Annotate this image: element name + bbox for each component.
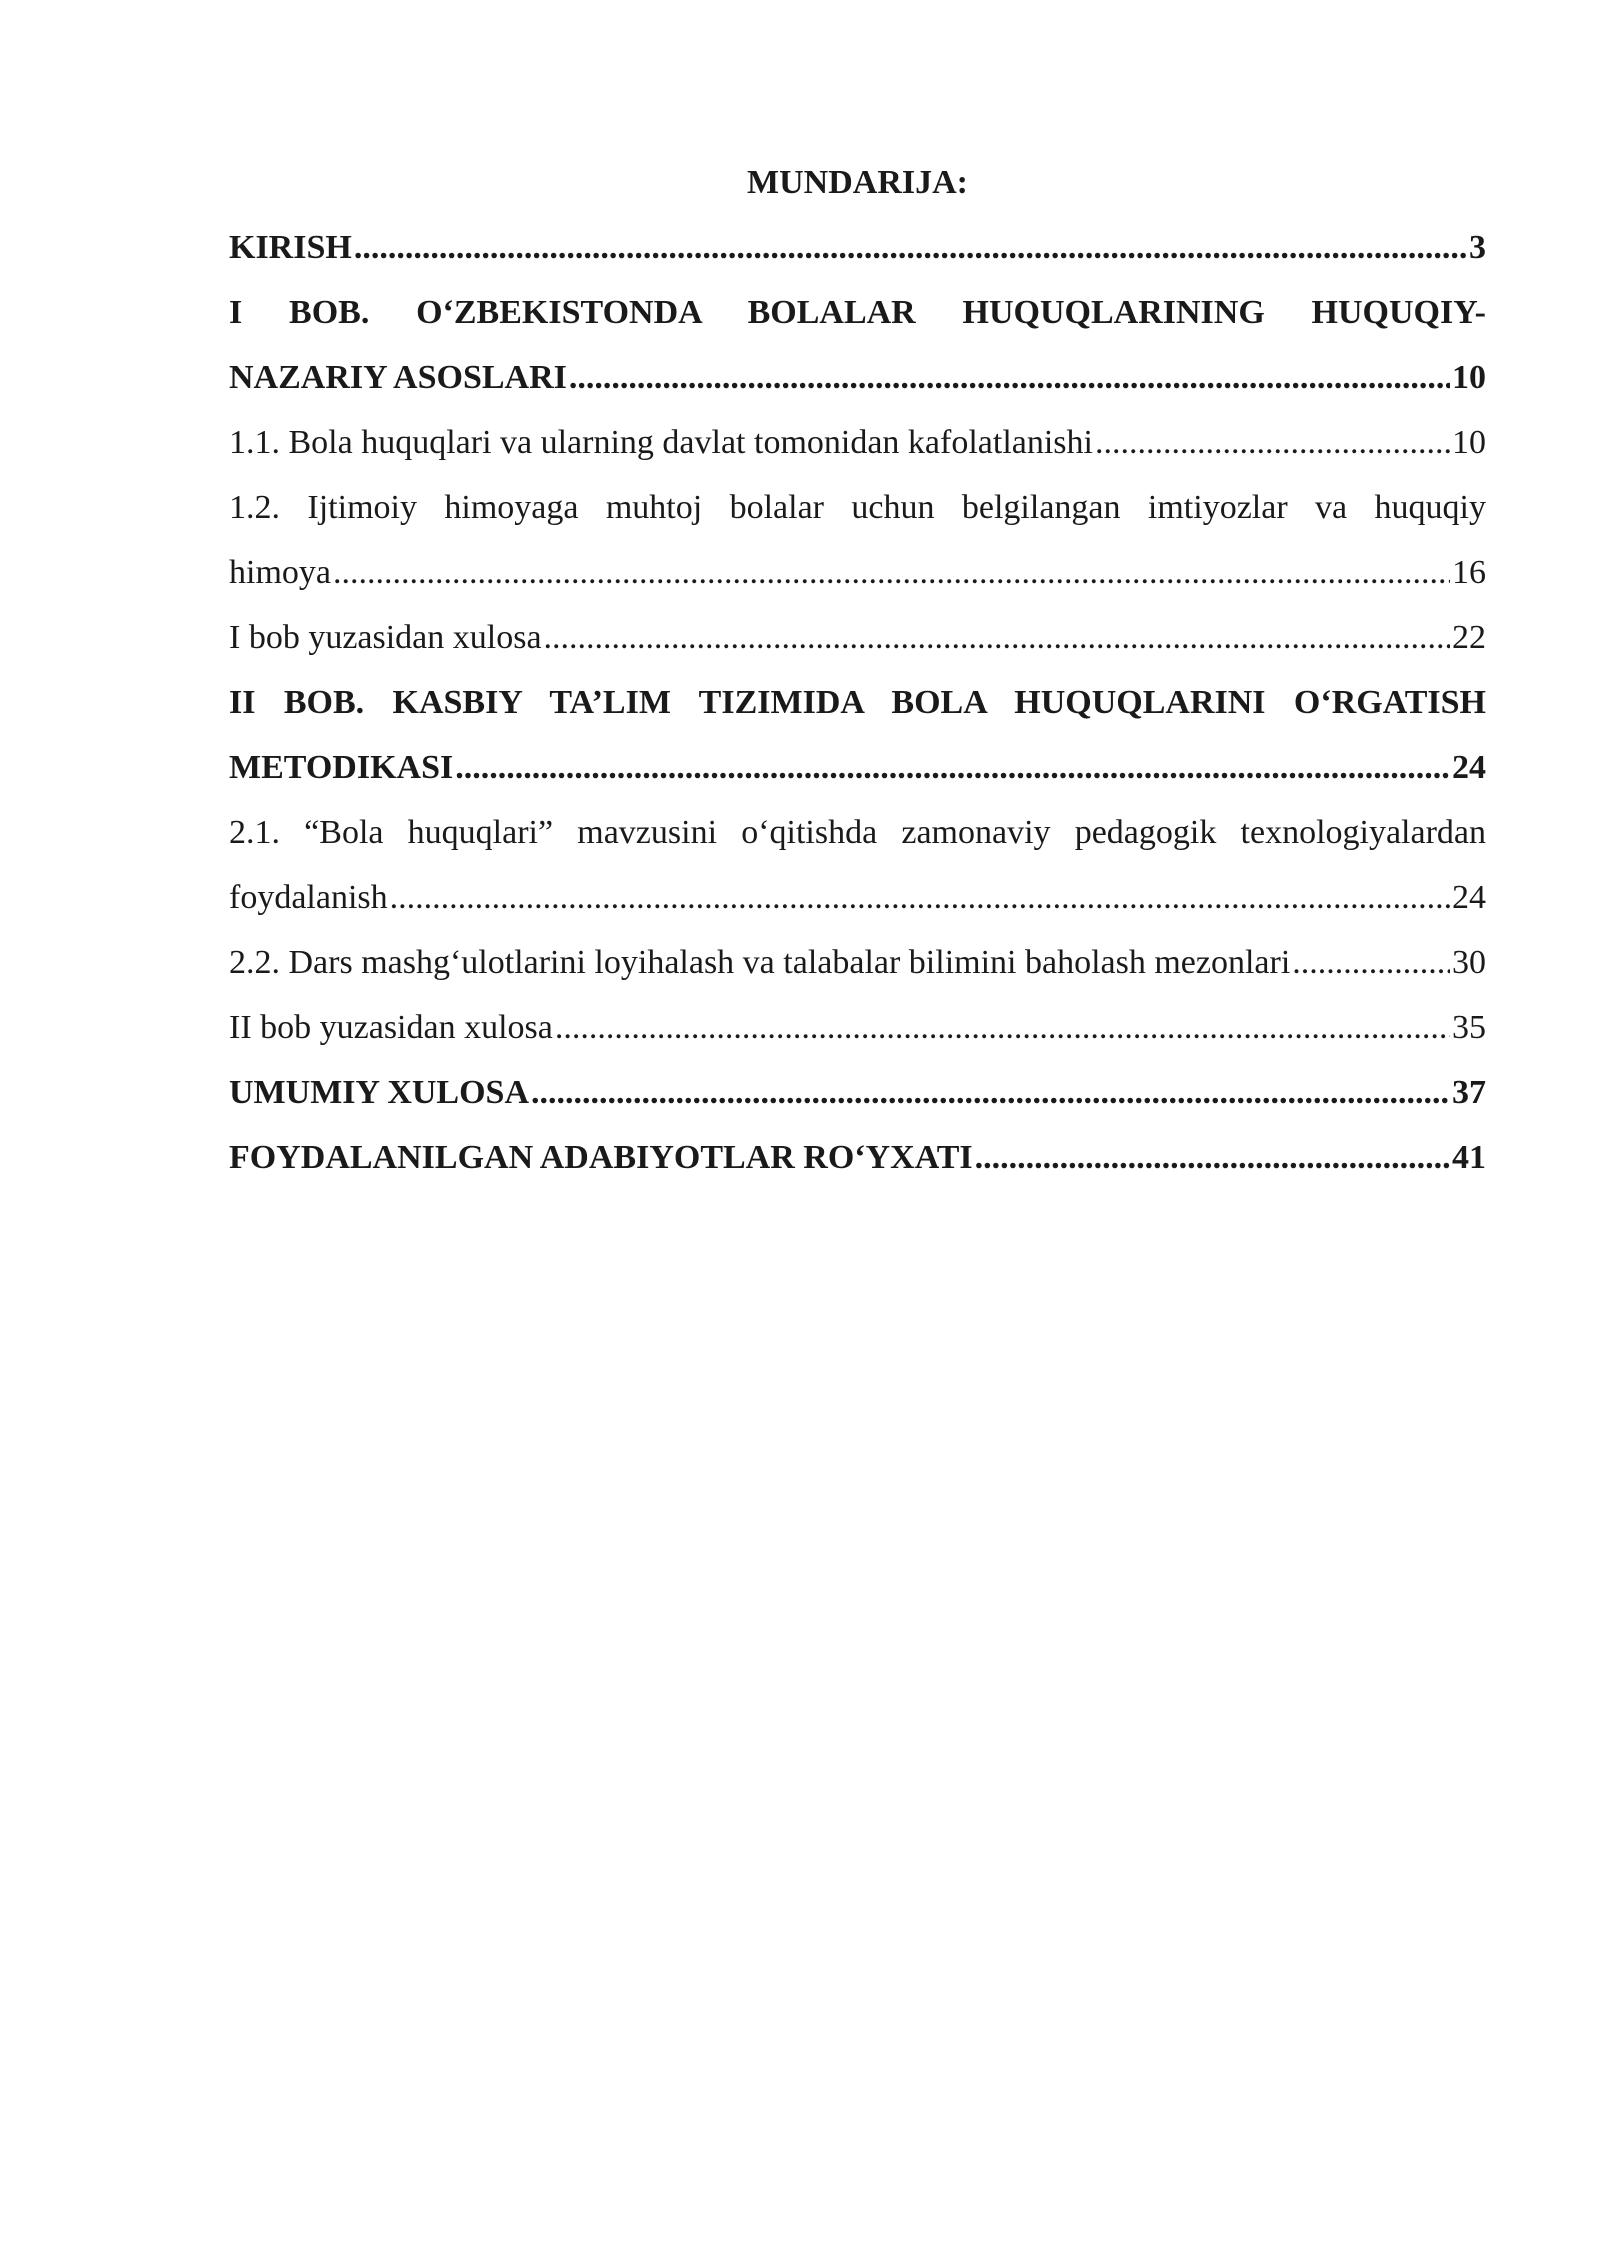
toc-page-number: 16 — [1452, 554, 1486, 591]
toc-entry-section-2-2[interactable] — [229, 930, 1486, 995]
toc-title: MUNDARIJA: — [747, 164, 968, 201]
toc-entry-conclusion-2[interactable] — [229, 995, 1486, 1060]
dot-leader — [390, 865, 1450, 930]
dot-leader — [1292, 930, 1450, 995]
toc-page-number: 41 — [1452, 1139, 1486, 1176]
toc-entry-chapter2[interactable] — [229, 735, 1486, 800]
toc-entry-text: NAZARIY ASOSLARI — [229, 359, 567, 396]
dot-leader — [455, 735, 1450, 800]
dot-leader — [1095, 410, 1450, 475]
toc-entry-text: himoya — [229, 554, 331, 591]
toc-entry-chapter2-line1[interactable]: II BOB. KASBIY TA’LIM TIZIMIDA BOLA HUQUQLARINI O‘RGATISH — [229, 684, 1486, 721]
toc-page-number: 37 — [1452, 1074, 1486, 1111]
toc-entry-section-1-2[interactable] — [229, 540, 1486, 605]
toc-entry-text: KIRISH — [229, 229, 352, 266]
toc-page-number: 35 — [1452, 1009, 1486, 1046]
dot-leader — [975, 1125, 1450, 1190]
dot-leader — [569, 345, 1450, 410]
toc-entry-text: METODIKASI — [229, 749, 454, 786]
toc-page-number: 30 — [1452, 944, 1486, 981]
toc-entry-chapter1-line1[interactable]: I BOB. O‘ZBEKISTONDA BOLALAR HUQUQLARINING HUQUQIY- — [229, 294, 1486, 331]
toc-entry-text: UMUMIY XULOSA — [229, 1074, 530, 1111]
toc-entry-references[interactable] — [229, 1125, 1486, 1190]
toc-entry-text: 2.2. Dars mashg‘ulotlarini loyihalash va talabalar bilimini baholash mezonlari — [229, 944, 1291, 981]
toc-entry-text: FOYDALANILGAN ADABIYOTLAR RO‘YXATI — [229, 1139, 973, 1176]
toc-entry-section-1-1[interactable] — [229, 410, 1486, 475]
toc-entry-kirish[interactable] — [229, 215, 1486, 280]
dot-leader — [555, 995, 1450, 1060]
toc-page-number: 24 — [1452, 879, 1486, 916]
toc-entry-section-1-2-line1[interactable]: 1.2. Ijtimoiy himoyaga muhtoj bolalar uchun belgilangan imtiyozlar va huquqiy — [229, 489, 1486, 526]
toc-entry-general-conclusion[interactable] — [229, 1060, 1486, 1125]
toc-entry-text: I bob yuzasidan xulosa — [229, 619, 542, 656]
toc-entry-chapter1[interactable] — [229, 345, 1486, 410]
toc-entry-section-2-1[interactable] — [229, 865, 1486, 930]
table-of-contents — [229, 150, 1486, 1190]
toc-page-number: 24 — [1452, 749, 1486, 786]
dot-leader — [531, 1060, 1450, 1125]
dot-leader — [354, 215, 1467, 280]
toc-entry-text: 1.1. Bola huquqlari va ularning davlat tomonidan kafolatlanishi — [229, 424, 1093, 461]
toc-page-number: 10 — [1452, 359, 1486, 396]
toc-entry-text: II bob yuzasidan xulosa — [229, 1009, 553, 1046]
dot-leader — [544, 605, 1450, 670]
toc-page-number: 10 — [1452, 424, 1486, 461]
dot-leader — [333, 540, 1450, 605]
toc-entry-section-2-1-line1[interactable]: 2.1. “Bola huquqlari” mavzusini o‘qitishda zamonaviy pedagogik texnologiyalardan — [229, 814, 1486, 851]
toc-page-number: 3 — [1469, 229, 1486, 266]
toc-page-number: 22 — [1452, 619, 1486, 656]
toc-entry-conclusion-1[interactable] — [229, 605, 1486, 670]
toc-entry-text: foydalanish — [229, 879, 388, 916]
